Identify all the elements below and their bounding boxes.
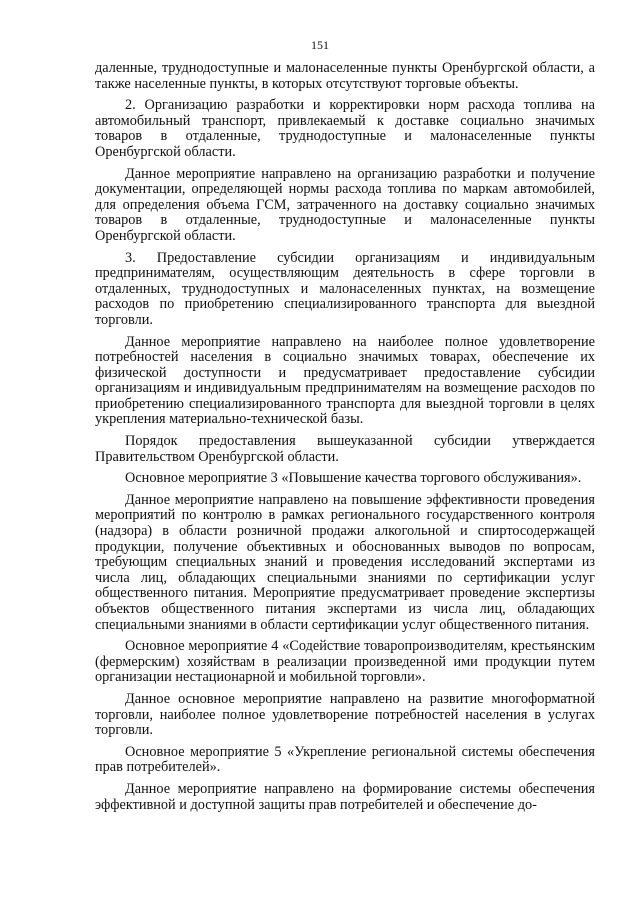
paragraph-main-activity-5: Основное мероприятие 5 «Укрепление региональной системы обеспечения прав потребителей». xyxy=(95,743,595,776)
paragraph: Данное мероприятие направлено на организацию разработки и получение документации, определяющей нормы расхода топлива по маркам автомобилей, для определения объема ГСМ, затраченного на доставку социально значимых товаров в отдаленные, труднодоступные и малонаселенные пункты Оренбургской области. xyxy=(95,165,595,244)
paragraph: Данное мероприятие направлено на повышение эффективности проведения мероприятий по контролю в рамках регионального государственного контроля (надзора) в области розничной продажи алкогольной и спиртосодержащей продукции, получение объективных и обоснованных выводов по вопросам, требующим специальных знаний и проведения исследований экспертами из числа лиц, обладающих специальными знаниями по сертификации услуг общественного питания. Мероприятие предусматривает проведение экспертизы объектов общественного питания экспертами из числа лиц, обладающих специальными знаниями в области сертификации услуг общественного питания. xyxy=(95,491,595,633)
paragraph: Данное мероприятие направлено на наиболее полное удовлетворение потребностей населения в социально значимых товарах, обеспечение их физической доступности и предусматривает предоставление субсидии организациям и индивидуальным предпринимателям на возмещение расходов по приобретению специализированного транспорта для выездной торговли в целях укрепления материально-технической базы. xyxy=(95,333,595,428)
paragraph: Данное мероприятие направлено на формирование системы обеспечения эффективной и доступной защиты прав потребителей и обеспечение до- xyxy=(95,780,595,813)
page-number: 151 xyxy=(311,38,329,52)
paragraph-main-activity-3: Основное мероприятие 3 «Повышение качества торгового обслуживания». xyxy=(125,470,582,487)
paragraph-item-2: 2. Организацию разработки и корректировки норм расхода топлива на автомобильный транспорт, привлекаемый к доставке социально значимых товаров в отдаленные, труднодоступные и малонаселенные пункты Оренбургской области. xyxy=(95,97,595,160)
paragraph: Данное основное мероприятие направлено на развитие многоформатной торговли, наиболее полное удовлетворение потребностей населения в услугах торговли. xyxy=(95,690,595,739)
paragraph-main-activity-4: Основное мероприятие 4 «Содействие товаропроизводителям, крестьянским (фермерским) хозяйствам в реализации произведенной ими продукции путем организации нестационарной и мобильной торговли». xyxy=(95,638,595,686)
paragraph-item-3: 3. Предоставление субсидии организациям и индивидуальным предпринимателям, осуществляющим деятельность в сфере торговли в отдаленных, труднодоступных и малонаселенных пунктах, на возмещение расходов по приобретению специализированного транспорта для выездной торговли. xyxy=(95,249,595,328)
paragraph: Порядок предоставления вышеуказанной субсидии утверждается Правительством Оренбургской области. xyxy=(95,433,595,465)
document-body xyxy=(95,61,595,819)
paragraph-continued: даленные, труднодоступные и малонаселенные пункты Оренбургской области, а также населенные пункты, в которых отсутствуют торговые объекты. xyxy=(95,60,595,92)
